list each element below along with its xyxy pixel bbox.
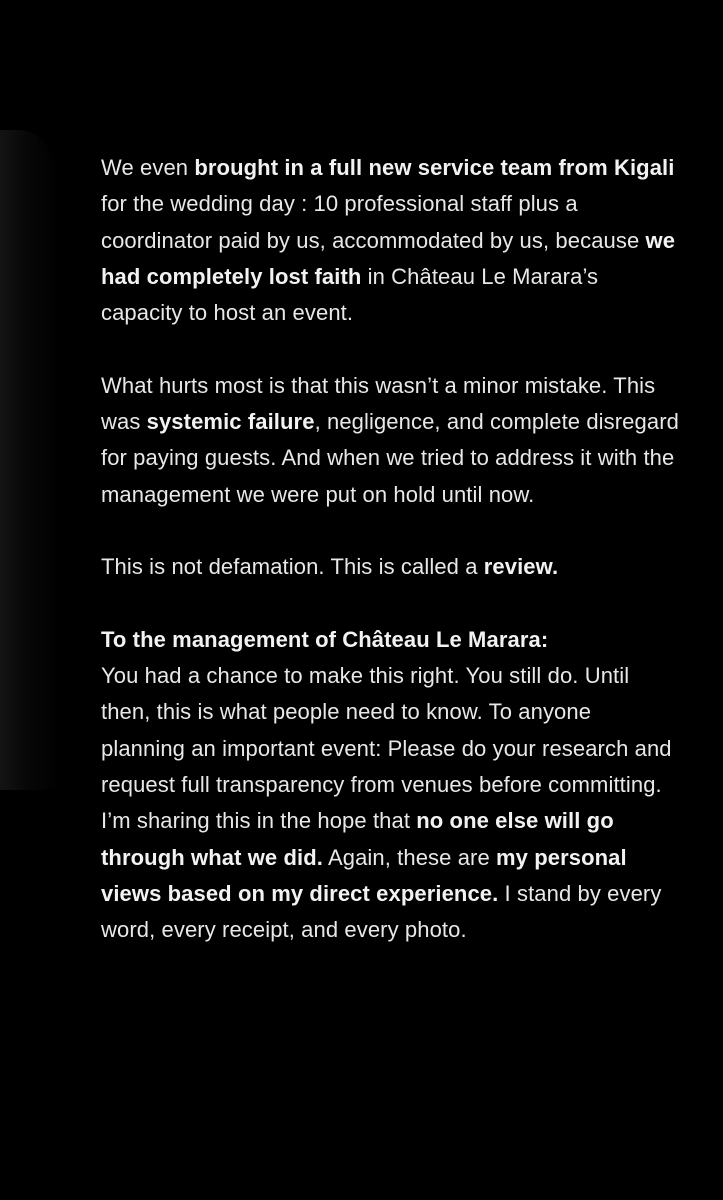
text-segment: Again, these are xyxy=(322,844,497,870)
bold-text-segment: systemic failure xyxy=(146,409,315,435)
text-segment: in Château Le Marara’s capacity to host an event. xyxy=(101,263,599,326)
paragraph-service-team xyxy=(101,150,681,331)
review-text-body xyxy=(101,150,681,949)
paragraph-what-hurts xyxy=(101,368,681,513)
text-segment: for the wedding day : 10 professional staff plus a coordinator paid by us, accommodated by us, because xyxy=(101,191,646,253)
text-segment: , negligence, and complete disregard for paying guests. And when we tried to address it with the management we were put on hold until now. xyxy=(101,409,679,507)
text-segment: We even xyxy=(101,155,195,180)
paragraph-not-defamation xyxy=(101,549,681,585)
bold-text-segment: we had completely lost faith xyxy=(101,227,676,289)
text-segment: You had a chance to make this right. You still do. Until then, this is what people need to know. To anyone planning an important event: Please do your research and request full transparency from venues before committing. I’m sharing this in the hope that xyxy=(101,663,672,834)
text-segment: What hurts most is that this wasn’t a minor mistake. This was xyxy=(101,372,656,435)
text-segment: I stand by every word, every receipt, and every photo. xyxy=(101,880,662,943)
paragraph-to-management xyxy=(101,622,681,949)
text-segment: This is not defamation. This is called a xyxy=(101,554,484,580)
bold-text-segment: no one else will go through what we did. xyxy=(101,808,614,870)
bold-text-segment: review. xyxy=(483,554,559,580)
bold-text-segment: my personal views based on my direct experience. xyxy=(101,844,627,906)
background-silhouette xyxy=(0,130,60,790)
management-heading: To the management of Château Le Marara: xyxy=(101,626,549,652)
bold-text-segment: brought in a full new service team from Kigali xyxy=(194,155,675,180)
